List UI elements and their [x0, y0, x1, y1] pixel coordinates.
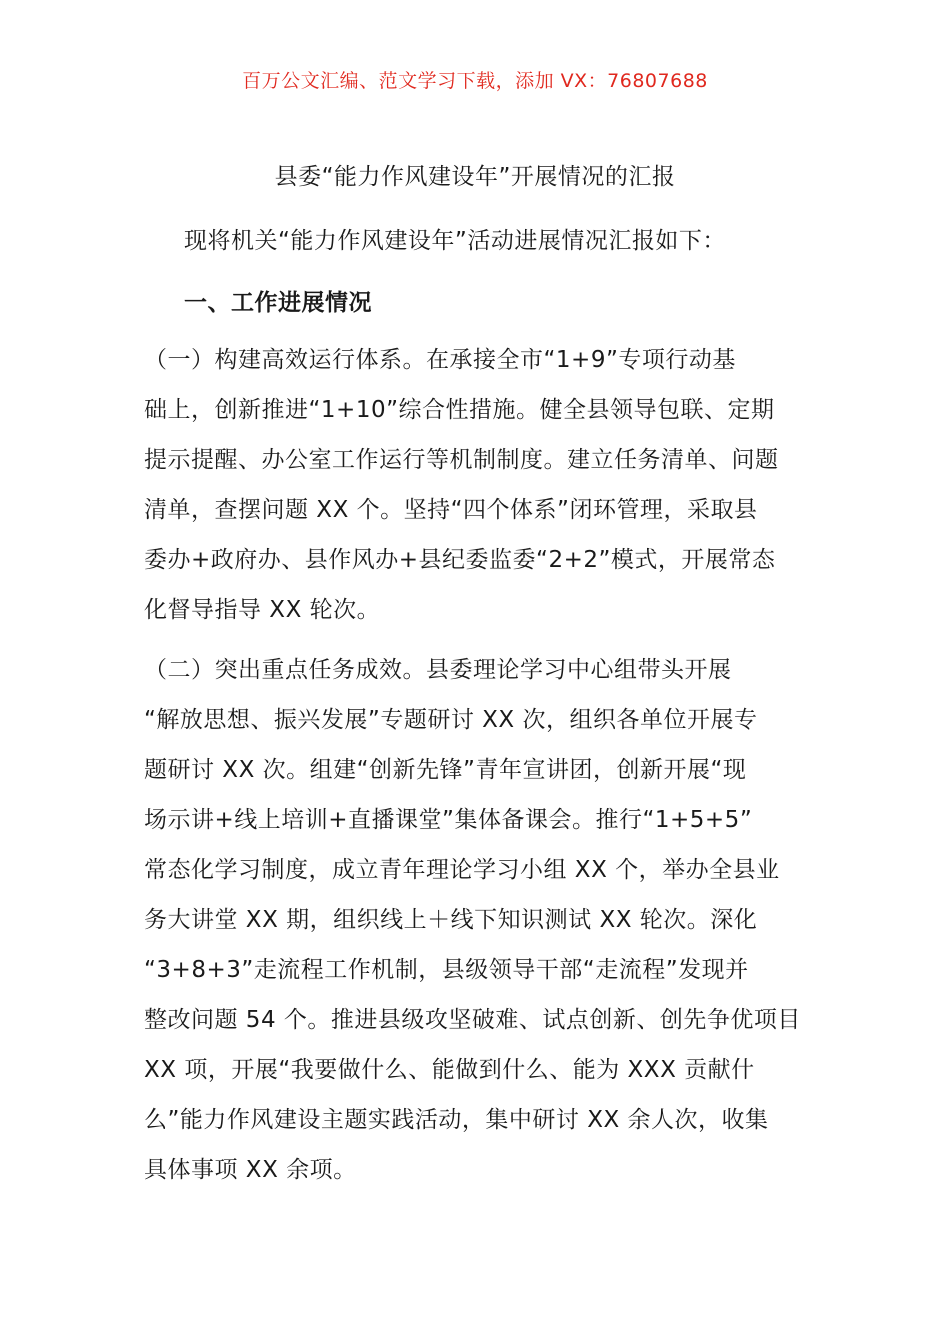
paragraph-line: XX 项，开展“我要做什么、能做到什么、能为 XXX 贡献什	[144, 1057, 755, 1083]
document-title: 县委“能力作风建设年”开展情况的汇报	[274, 164, 676, 190]
paragraph-line: 委办+政府办、县作风办+县纪委监委“2+2”模式，开展常态	[144, 547, 776, 573]
paragraph-line: 提示提醒、办公室工作运行等机制制度。建立任务清单、问题	[144, 447, 779, 473]
watermark-banner: 百万公文汇编、范文学习下载，添加 VX：76807688	[242, 70, 708, 92]
paragraph-line: 整改问题 54 个。推进县级攻坚破难、试点创新、创先争优项目	[144, 1007, 801, 1033]
paragraph-line: （二）突出重点任务成效。县委理论学习中心组带头开展	[144, 657, 732, 683]
intro-line: 现将机关“能力作风建设年”活动进展情况汇报如下：	[184, 228, 726, 254]
paragraph-line: “解放思想、振兴发展”专题研讨 XX 次，组织各单位开展专	[144, 707, 758, 733]
paragraph-line: 具体事项 XX 余项。	[144, 1157, 357, 1183]
paragraph-2	[144, 645, 814, 1195]
paragraph-line: 常态化学习制度，成立青年理论学习小组 XX 个，举办全县业	[144, 857, 780, 883]
paragraph-line: “3+8+3”走流程工作机制，县级领导干部“走流程”发现并	[144, 957, 749, 983]
paragraph-line: 化督导指导 XX 轮次。	[144, 597, 381, 623]
section-heading: 一、工作进展情况	[184, 290, 372, 316]
paragraph-line: （一）构建高效运行体系。在承接全市“1+9”专项行动基	[144, 347, 736, 373]
paragraph-line: 务大讲堂 XX 期，组织线上＋线下知识测试 XX 轮次。深化	[144, 907, 758, 933]
paragraph-line: 么”能力作风建设主题实践活动，集中研讨 XX 余人次，收集	[144, 1107, 769, 1133]
paragraph-line: 清单，查摆问题 XX 个。坚持“四个体系”闭环管理，采取县	[144, 497, 758, 523]
paragraph-1	[144, 335, 814, 635]
paragraph-line: 题研讨 XX 次。组建“创新先锋”青年宣讲团，创新开展“现	[144, 757, 747, 783]
paragraph-line: 场示讲+线上培训+直播课堂”集体备课会。推行“1+5+5”	[144, 807, 753, 833]
paragraph-line: 础上，创新推进“1+10”综合性措施。健全县领导包联、定期	[144, 397, 775, 423]
